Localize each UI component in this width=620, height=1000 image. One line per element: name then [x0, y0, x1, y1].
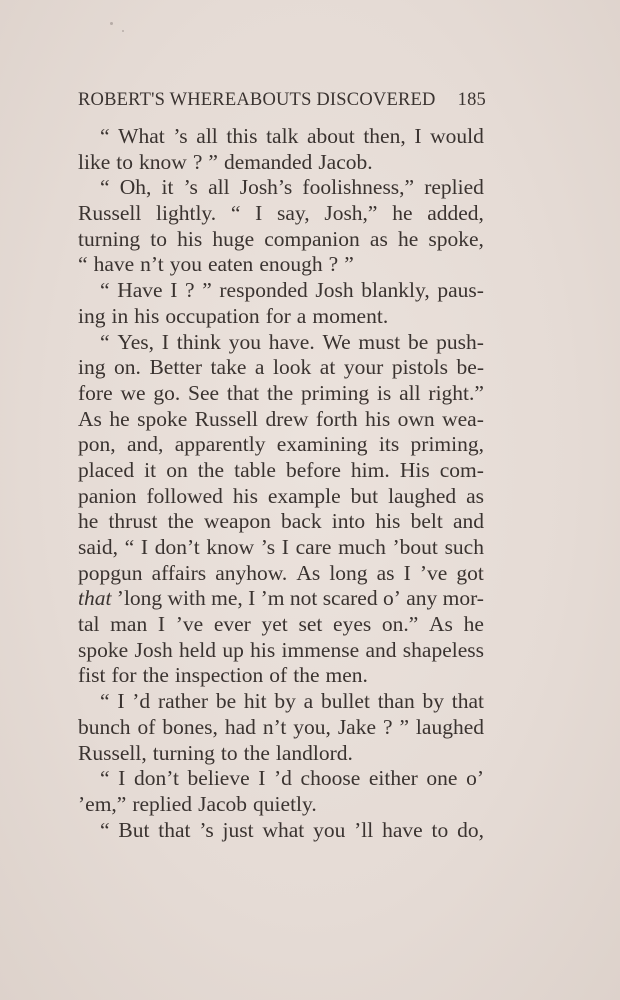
word: his — [177, 226, 203, 251]
text-line — [78, 278, 484, 304]
word: quietly. — [253, 791, 317, 816]
word: panion — [78, 483, 137, 508]
word: its — [378, 432, 400, 457]
word: tal — [78, 612, 100, 637]
word: Josh — [134, 637, 173, 662]
word: one — [426, 766, 458, 791]
word: the — [293, 663, 320, 688]
word: “ — [78, 252, 88, 277]
word: “ — [100, 278, 110, 303]
word: much — [338, 535, 386, 559]
text-line — [78, 663, 484, 689]
word: you — [228, 329, 261, 354]
word: responded — [219, 278, 308, 303]
word: n’t — [140, 252, 164, 277]
word: that — [158, 817, 191, 842]
word: say, — [276, 201, 310, 226]
word: don’t — [154, 535, 200, 559]
word: in — [111, 303, 129, 328]
word: ’s — [183, 175, 198, 200]
word: table — [234, 457, 276, 482]
word: right.” — [428, 380, 484, 405]
word: with — [167, 586, 206, 611]
word: ” — [399, 714, 409, 739]
word: fore — [78, 380, 113, 405]
word: have — [382, 817, 423, 842]
word: ? — [382, 714, 393, 739]
word: landlord. — [275, 740, 353, 765]
word: as — [369, 226, 388, 251]
word: his — [134, 303, 160, 328]
word: for — [111, 663, 137, 688]
word: the — [197, 457, 225, 482]
word: he — [109, 406, 130, 431]
word: Have — [117, 278, 163, 303]
word: I — [281, 535, 289, 559]
text-line — [78, 638, 484, 664]
word: “ — [230, 201, 241, 226]
word: “ — [100, 766, 110, 791]
word: before — [285, 457, 341, 482]
running-title: ROBERT'S WHEREABOUTS DISCOVERED — [78, 90, 436, 110]
word: a — [303, 689, 314, 714]
word: mor- — [442, 586, 484, 611]
word: have — [93, 252, 135, 277]
text-line — [78, 432, 484, 458]
word: him. — [350, 457, 390, 482]
word: into — [331, 509, 366, 534]
word: Russell — [194, 406, 259, 431]
word: then, — [363, 124, 406, 148]
word: Yes, — [117, 329, 154, 354]
word: priming, — [410, 432, 484, 457]
word: We — [322, 329, 351, 354]
word: ? — [328, 252, 339, 277]
word: added, — [427, 201, 484, 226]
word: his — [375, 509, 401, 534]
word: the — [167, 509, 194, 534]
word: Russell — [78, 201, 142, 226]
word: man — [110, 612, 148, 637]
word: a — [254, 355, 265, 380]
word: spoke, — [428, 226, 484, 251]
text-line — [78, 175, 484, 201]
word: o’ — [382, 586, 401, 611]
word: back — [281, 509, 322, 534]
word: your — [343, 355, 384, 380]
word: up — [222, 637, 244, 662]
word: set — [298, 612, 323, 637]
word: the — [243, 740, 270, 765]
text-line — [78, 715, 484, 741]
word: “ — [100, 817, 110, 842]
word: go. — [153, 380, 181, 405]
word: any — [406, 586, 438, 611]
word: said, — [78, 535, 119, 559]
word: is — [376, 380, 392, 405]
text-line — [78, 124, 484, 150]
word: on — [166, 457, 188, 482]
word: turning — [78, 226, 141, 251]
word: eaten — [207, 252, 254, 277]
word: at — [319, 355, 336, 380]
word: got — [456, 560, 484, 585]
word: take — [210, 355, 247, 380]
word: to — [431, 817, 449, 842]
text-line — [78, 150, 484, 176]
word: ’m — [260, 586, 285, 611]
word: laughed — [415, 714, 484, 739]
word: His — [399, 457, 430, 482]
word: than — [377, 689, 415, 714]
word: shapeless — [402, 637, 484, 662]
word: just — [222, 817, 254, 842]
word: had — [224, 714, 256, 739]
word: the — [142, 663, 169, 688]
word: I — [248, 586, 256, 611]
text-line — [78, 535, 484, 561]
word: See — [188, 380, 220, 405]
word: spoke — [78, 637, 129, 662]
word: about — [306, 124, 355, 148]
text-line — [78, 355, 484, 381]
word: that — [78, 586, 112, 611]
text-line — [78, 561, 484, 587]
word: As — [296, 560, 321, 585]
body-text — [78, 124, 484, 843]
word: me, — [211, 586, 243, 611]
word: of — [269, 663, 288, 688]
word: I — [403, 560, 411, 585]
word: that — [451, 689, 484, 714]
word: held — [179, 637, 217, 662]
word: examining — [276, 432, 368, 457]
word: demanded — [223, 149, 313, 174]
word: n’t — [262, 714, 287, 739]
word: Josh,” — [324, 201, 378, 226]
word: ’ll — [354, 817, 374, 842]
word: Jacob — [198, 791, 248, 816]
word: ’d — [132, 689, 151, 714]
word: paus- — [437, 278, 484, 303]
text-line — [78, 407, 484, 433]
word: Russell, — [78, 740, 147, 765]
text-line — [78, 612, 484, 638]
word: As — [429, 612, 453, 637]
word: ’ve — [175, 612, 204, 637]
word: he — [397, 226, 419, 251]
word: pistols — [391, 355, 448, 380]
word: to — [150, 226, 167, 251]
text-line — [78, 458, 484, 484]
word: believe — [187, 766, 250, 791]
word: by — [422, 689, 444, 714]
word: be — [215, 689, 237, 714]
text-line — [78, 304, 484, 330]
word: that — [226, 380, 260, 405]
word: ’s — [173, 124, 188, 148]
word: to — [220, 740, 238, 765]
word: on. — [114, 355, 141, 380]
word: affairs — [151, 560, 207, 585]
word: but — [350, 483, 379, 508]
word: not — [289, 586, 318, 611]
word: what — [262, 817, 305, 842]
word: ? — [185, 278, 195, 303]
word: think — [176, 329, 221, 354]
word: and — [365, 637, 397, 662]
word: he — [392, 201, 413, 226]
word: do, — [457, 817, 484, 842]
word: ” — [202, 278, 212, 303]
word: priming — [301, 380, 370, 405]
word: I — [255, 201, 263, 226]
text-line — [78, 381, 484, 407]
word: placed — [78, 457, 135, 482]
word: yet — [261, 612, 288, 637]
word: his — [365, 406, 391, 431]
word: Oh, — [119, 175, 152, 200]
word: I — [140, 535, 149, 559]
word: companion — [264, 226, 360, 251]
word: ing — [78, 355, 106, 380]
word: ever — [213, 612, 251, 637]
word: replied — [424, 175, 484, 200]
text-line — [78, 330, 484, 356]
word: ’em,” — [78, 791, 127, 816]
paper-speck — [110, 22, 113, 25]
word: weapon — [203, 509, 271, 534]
word: by — [274, 689, 296, 714]
word: hit — [243, 689, 267, 714]
word: forth — [315, 406, 358, 431]
word: I — [118, 766, 126, 791]
word: a — [296, 303, 307, 328]
word: followed — [146, 483, 223, 508]
word: the — [266, 380, 294, 405]
word: blankly, — [361, 278, 430, 303]
text-line — [78, 586, 484, 612]
word: I — [117, 689, 125, 714]
word: laughed — [388, 483, 457, 508]
word: long — [329, 560, 368, 585]
word: ? — [192, 149, 203, 174]
word: thrust — [108, 509, 158, 534]
text-line — [78, 484, 484, 510]
word: don’t — [133, 766, 179, 791]
word: and, — [126, 432, 164, 457]
word: for — [265, 303, 291, 328]
word: be — [408, 329, 429, 354]
word: I — [157, 612, 166, 637]
word: as — [376, 560, 395, 585]
word: lightly. — [156, 201, 217, 226]
word: “ — [100, 689, 110, 714]
word: I — [258, 766, 266, 791]
word: talk — [266, 124, 299, 148]
word: o’ — [466, 766, 484, 791]
word: inspection — [174, 663, 264, 688]
word: would — [430, 124, 484, 148]
word: care — [295, 535, 332, 559]
page-number: 185 — [457, 90, 486, 110]
text-line — [78, 766, 484, 792]
word: choose — [300, 766, 361, 791]
word: apparently — [174, 432, 266, 457]
text-line — [78, 252, 484, 278]
word: example — [267, 483, 341, 508]
text-line — [78, 741, 484, 767]
word: it — [161, 175, 174, 200]
word: Jacob. — [318, 149, 373, 174]
word: I — [170, 278, 178, 303]
running-header — [78, 90, 486, 118]
word: foolishness,” — [302, 175, 415, 200]
text-line — [78, 227, 484, 253]
word: all — [399, 380, 421, 405]
word: What — [118, 124, 165, 148]
word: he — [463, 612, 484, 637]
word: his — [250, 637, 276, 662]
text-line — [78, 201, 484, 227]
word: be- — [456, 355, 484, 380]
word: spoke — [137, 406, 188, 431]
word: belt — [410, 509, 443, 534]
word: turning — [152, 740, 215, 765]
word: ’d — [274, 766, 292, 791]
word: ’s — [260, 535, 276, 559]
word: Josh — [315, 278, 354, 303]
word: this — [226, 124, 258, 148]
word: know — [139, 149, 187, 174]
word: immense — [281, 637, 360, 662]
word: push- — [436, 329, 484, 354]
word: enough — [259, 252, 323, 277]
word: huge — [212, 226, 255, 251]
word: moment. — [312, 303, 389, 328]
word: to — [116, 149, 133, 174]
word: ’s — [199, 817, 214, 842]
word: ” — [208, 149, 218, 174]
word: eyes — [333, 612, 372, 637]
word: ’ve — [419, 560, 448, 585]
word: ing — [78, 303, 106, 328]
word: of — [137, 714, 156, 739]
word: rather — [157, 689, 209, 714]
word: bones, — [162, 714, 218, 739]
word: ’long — [116, 586, 163, 611]
word: “ — [100, 175, 110, 200]
word: you — [169, 252, 202, 277]
word: anyhow. — [215, 560, 288, 585]
paper-speck — [122, 30, 124, 32]
word: all — [208, 175, 230, 200]
word: fist — [78, 663, 106, 688]
word: scared — [322, 586, 378, 611]
word: all — [196, 124, 218, 148]
word: we — [120, 380, 146, 405]
word: have. — [268, 329, 315, 354]
word: popgun — [78, 560, 143, 585]
text-line — [78, 792, 484, 818]
word: Better — [149, 355, 202, 380]
word: “ — [100, 329, 110, 354]
word: know — [206, 535, 255, 559]
word: he — [78, 509, 99, 534]
text-line — [78, 509, 484, 535]
word: bunch — [78, 714, 131, 739]
word: it — [144, 457, 157, 482]
word: must — [358, 329, 401, 354]
word: Jake — [337, 714, 377, 739]
word: occupation — [165, 303, 260, 328]
word: Josh’s — [239, 175, 293, 200]
word: com- — [439, 457, 484, 482]
word: like — [78, 149, 111, 174]
word: men. — [325, 663, 368, 688]
word: I — [161, 329, 169, 354]
word: and — [452, 509, 484, 534]
word: either — [368, 766, 418, 791]
word: pon, — [78, 432, 116, 457]
word: But — [118, 817, 150, 842]
word: on.” — [381, 612, 419, 637]
word: such — [444, 535, 484, 559]
word: wea- — [442, 406, 484, 431]
word: ’bout — [392, 535, 438, 559]
word: you — [313, 817, 346, 842]
word: his — [232, 483, 258, 508]
word: bullet — [320, 689, 370, 714]
word: I — [414, 124, 422, 148]
word: ” — [344, 252, 354, 277]
word: replied — [132, 791, 193, 816]
word: drew — [265, 406, 309, 431]
word: look — [273, 355, 312, 380]
word: “ — [100, 124, 110, 148]
word: “ — [124, 535, 135, 559]
word: own — [397, 406, 435, 431]
text-line — [78, 818, 484, 844]
word: you, — [293, 714, 331, 739]
word: as — [466, 483, 484, 508]
text-line — [78, 689, 484, 715]
word: As — [78, 406, 102, 431]
